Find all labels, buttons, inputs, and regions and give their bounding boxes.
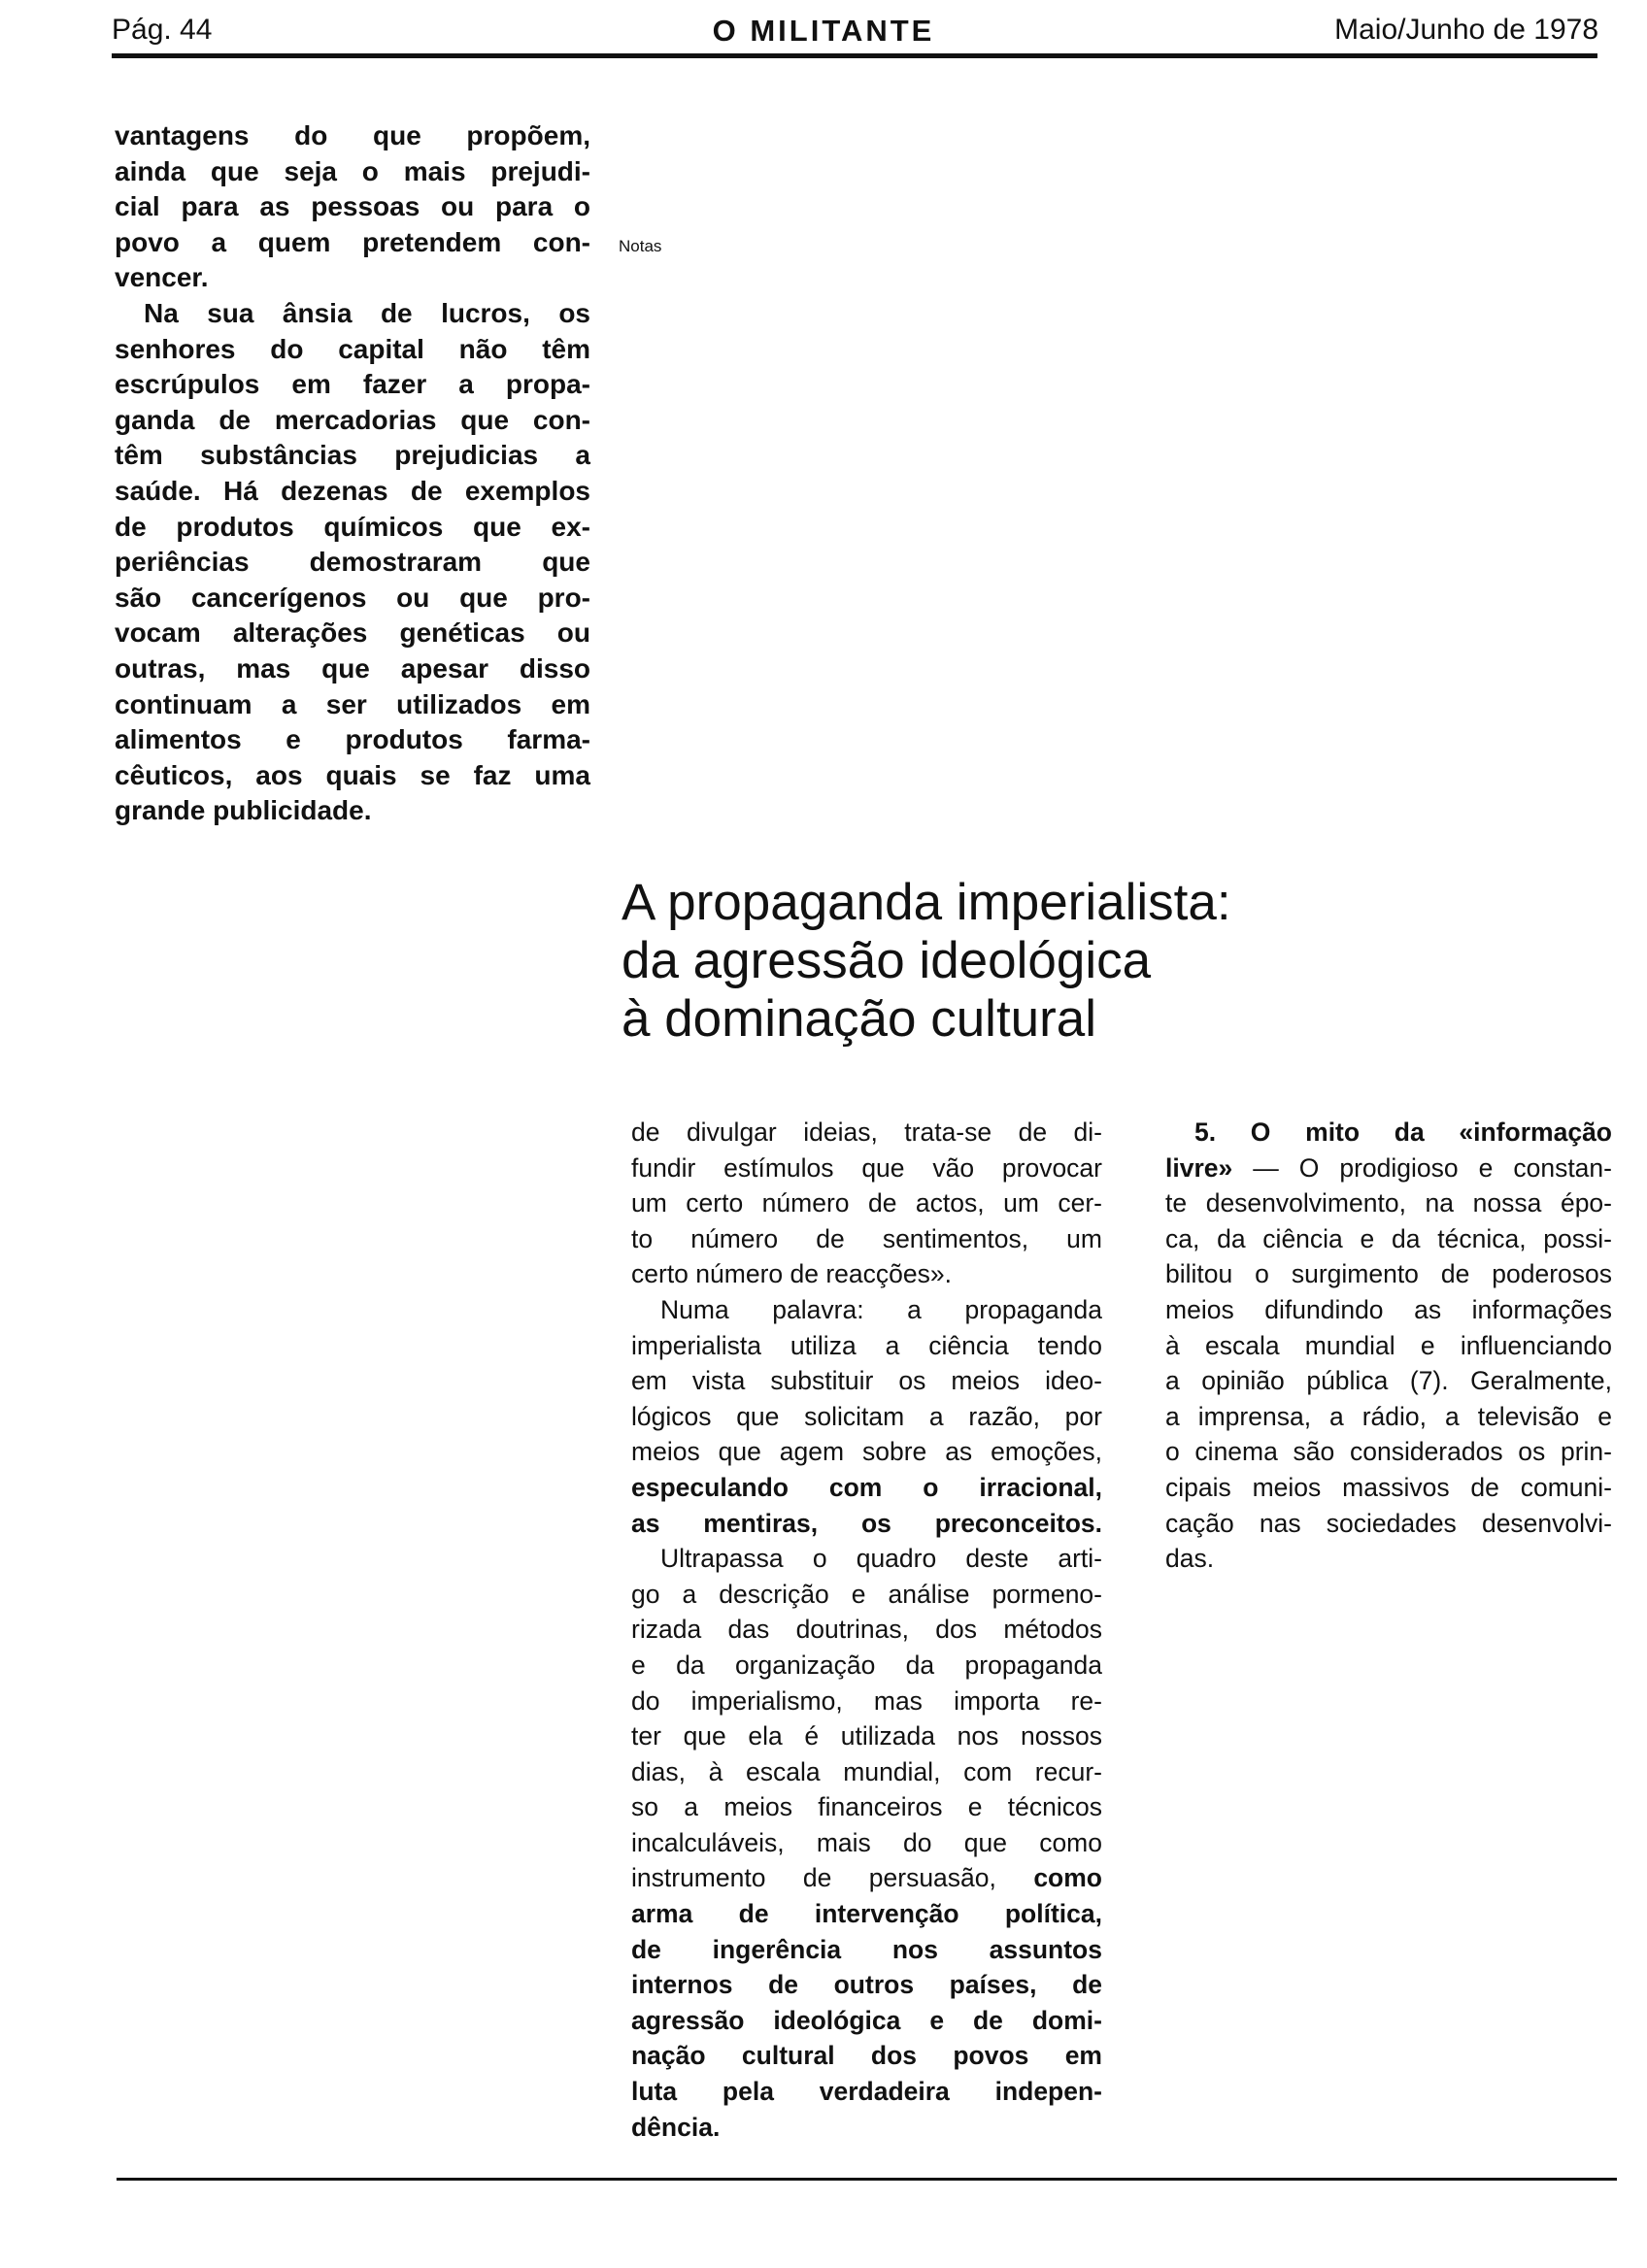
text-line: [631, 1754, 1102, 1790]
text-line: [631, 2003, 1102, 2039]
text-segment: 5. O mito da «informação: [1194, 1117, 1612, 1147]
text-segment: ter que ela é utilizada nos nossos: [631, 1721, 1102, 1751]
text-segment: e da organização da propaganda: [631, 1650, 1102, 1680]
text-line: [631, 1684, 1102, 1719]
text-line: [115, 225, 590, 261]
text-segment: vencer.: [115, 262, 209, 293]
text-segment: grande publicidade.: [115, 795, 372, 826]
text-segment: ainda que seja o mais prejudi-: [115, 155, 590, 186]
title-line: da agressão ideológica: [622, 932, 1152, 989]
text-segment: go a descrição e análise pormeno-: [631, 1579, 1102, 1609]
text-segment: escrúpulos em fazer a propa-: [115, 369, 590, 400]
text-line: [631, 1256, 1102, 1292]
text-line: [1165, 1221, 1612, 1257]
text-line: [1165, 1185, 1612, 1221]
text-segment: o cinema são considerados os prin-: [1165, 1437, 1612, 1467]
text-segment: to número de sentimentos, um: [631, 1223, 1102, 1253]
text-line: [1165, 1151, 1612, 1186]
text-segment: so a meios financeiros e técnicos: [631, 1792, 1102, 1822]
text-line: [1165, 1256, 1612, 1292]
text-line: [115, 793, 590, 829]
notes-label: Notas: [619, 237, 662, 255]
text-line: [631, 1434, 1102, 1470]
text-segment: cipais meios massivos de comuni-: [1165, 1472, 1612, 1502]
text-segment: as mentiras, os preconceitos.: [631, 1508, 1102, 1538]
left-column: [115, 118, 590, 829]
text-segment: fundir estímulos que vão provocar: [631, 1152, 1102, 1183]
text-line: [631, 1648, 1102, 1684]
text-line: [115, 758, 590, 794]
footer-rule: [117, 2178, 1617, 2181]
text-line: [631, 1718, 1102, 1754]
text-segment: internos de outros países, de: [631, 1970, 1102, 2000]
text-line: [1165, 1292, 1612, 1328]
text-line: [1165, 1328, 1612, 1364]
text-segment: outras, mas que apesar disso: [115, 652, 590, 684]
text-line: [115, 332, 590, 368]
text-line: [1165, 1506, 1612, 1542]
text-line: [115, 545, 590, 581]
text-line: [631, 1185, 1102, 1221]
article-title: [622, 874, 1231, 1049]
text-segment: dias, à escala mundial, com recur-: [631, 1756, 1102, 1786]
text-segment: vocam alterações genéticas ou: [115, 617, 590, 649]
text-segment: Numa palavra: a propaganda: [660, 1294, 1102, 1324]
text-segment: do imperialismo, mas importa re-: [631, 1685, 1102, 1716]
text-segment: a imprensa, a rádio, a televisão e: [1165, 1401, 1612, 1431]
text-line: [631, 2038, 1102, 2074]
text-line: [631, 1292, 1102, 1328]
text-line: [631, 1151, 1102, 1186]
text-line: [115, 260, 590, 296]
text-segment: à escala mundial e influenciando: [1165, 1330, 1612, 1360]
text-line: [115, 581, 590, 617]
text-segment: cação nas sociedades desenvolvi-: [1165, 1508, 1612, 1538]
text-line: [631, 1328, 1102, 1364]
text-segment: senhores do capital não têm: [115, 333, 590, 364]
text-line: [631, 1612, 1102, 1648]
page-number: Pág. 44: [112, 14, 213, 46]
text-line: [631, 1789, 1102, 1825]
text-segment: bilitou o surgimento de poderosos: [1165, 1259, 1612, 1289]
text-segment: de produtos químicos que ex-: [115, 511, 590, 542]
text-segment: um certo número de actos, um cer-: [631, 1188, 1102, 1218]
text-line: [631, 1115, 1102, 1151]
text-line: [1165, 1115, 1612, 1151]
text-line: [1165, 1363, 1612, 1399]
text-segment: especulando com o irracional,: [631, 1472, 1102, 1502]
text-segment: livre»: [1165, 1152, 1233, 1183]
text-line: [1165, 1434, 1612, 1470]
text-segment: certo número de reacções».: [631, 1259, 952, 1289]
text-segment: continuam a ser utilizados em: [115, 688, 590, 719]
text-segment: têm substâncias prejudicias a: [115, 440, 590, 471]
text-line: [115, 438, 590, 474]
text-line: [631, 2110, 1102, 2146]
text-line: [631, 2074, 1102, 2110]
text-line: [631, 1860, 1102, 1896]
title-line: à dominação cultural: [622, 990, 1097, 1048]
issue-date: Maio/Junho de 1978: [1334, 14, 1598, 46]
text-segment: cial para as pessoas ou para o: [115, 191, 590, 222]
text-segment: meios difundindo as informações: [1165, 1294, 1612, 1324]
text-line: [631, 1967, 1102, 2003]
text-line: [115, 474, 590, 510]
middle-column: [631, 1115, 1102, 2145]
text-segment: ganda de mercadorias que con-: [115, 404, 590, 435]
text-line: [115, 403, 590, 439]
text-segment: das.: [1165, 1544, 1215, 1574]
text-segment: de divulgar ideias, trata-se de di-: [631, 1117, 1102, 1147]
title-line: A propaganda imperialista:: [622, 874, 1231, 931]
text-segment: Ultrapassa o quadro deste arti-: [660, 1544, 1102, 1574]
text-line: [115, 510, 590, 546]
text-segment: alimentos e produtos farma-: [115, 724, 590, 755]
text-line: [631, 1221, 1102, 1257]
text-segment: instrumento de persuasão,: [631, 1863, 1034, 1893]
text-segment: nação cultural dos povos em: [631, 2041, 1102, 2071]
text-line: [631, 1577, 1102, 1613]
text-segment: cêuticos, aos quais se faz uma: [115, 759, 590, 790]
text-line: [115, 722, 590, 758]
text-line: [631, 1506, 1102, 1542]
text-segment: incalculáveis, mais do que como: [631, 1827, 1102, 1857]
right-column: [1165, 1115, 1612, 1577]
text-segment: saúde. Há dezenas de exemplos: [115, 475, 590, 506]
text-line: [115, 296, 590, 332]
text-segment: de ingerência nos assuntos: [631, 1934, 1102, 1964]
text-segment: povo a quem pretendem con-: [115, 226, 590, 257]
text-line: [631, 1470, 1102, 1506]
text-line: [115, 154, 590, 190]
text-segment: imperialista utiliza a ciência tendo: [631, 1330, 1102, 1360]
text-segment: — O prodigioso e constan-: [1232, 1152, 1612, 1183]
text-line: [115, 118, 590, 154]
text-segment: meios que agem sobre as emoções,: [631, 1437, 1102, 1467]
text-line: [631, 1363, 1102, 1399]
text-segment: lógicos que solicitam a razão, por: [631, 1401, 1102, 1431]
text-line: [631, 1825, 1102, 1861]
text-segment: em vista substituir os meios ideo-: [631, 1366, 1102, 1396]
text-line: [115, 687, 590, 723]
header-rule: [112, 53, 1597, 58]
text-line: [1165, 1470, 1612, 1506]
text-line: [115, 367, 590, 403]
masthead: O MILITANTE: [712, 14, 935, 48]
text-line: [1165, 1541, 1612, 1577]
text-segment: vantagens do que propõem,: [115, 120, 590, 150]
text-line: [631, 1399, 1102, 1435]
text-line: [631, 1541, 1102, 1577]
text-line: [115, 616, 590, 651]
text-segment: como: [1033, 1863, 1102, 1893]
text-line: [115, 189, 590, 225]
text-segment: luta pela verdadeira indepen-: [631, 2077, 1102, 2107]
text-segment: arma de intervenção política,: [631, 1899, 1102, 1929]
text-segment: te desenvolvimento, na nossa épo-: [1165, 1188, 1612, 1218]
text-segment: rizada das doutrinas, dos métodos: [631, 1615, 1102, 1645]
text-line: [1165, 1399, 1612, 1435]
text-segment: dência.: [631, 2112, 721, 2142]
text-segment: Na sua ânsia de lucros, os: [144, 297, 590, 328]
text-segment: são cancerígenos ou que pro-: [115, 582, 590, 613]
text-line: [631, 1932, 1102, 1968]
text-line: [115, 651, 590, 687]
text-segment: ca, da ciência e da técnica, possi-: [1165, 1223, 1612, 1253]
text-segment: periências demostraram que: [115, 547, 590, 578]
text-segment: a opinião pública (7). Geralmente,: [1165, 1366, 1612, 1396]
text-line: [631, 1896, 1102, 1932]
text-segment: agressão ideológica e de domi-: [631, 2005, 1102, 2035]
